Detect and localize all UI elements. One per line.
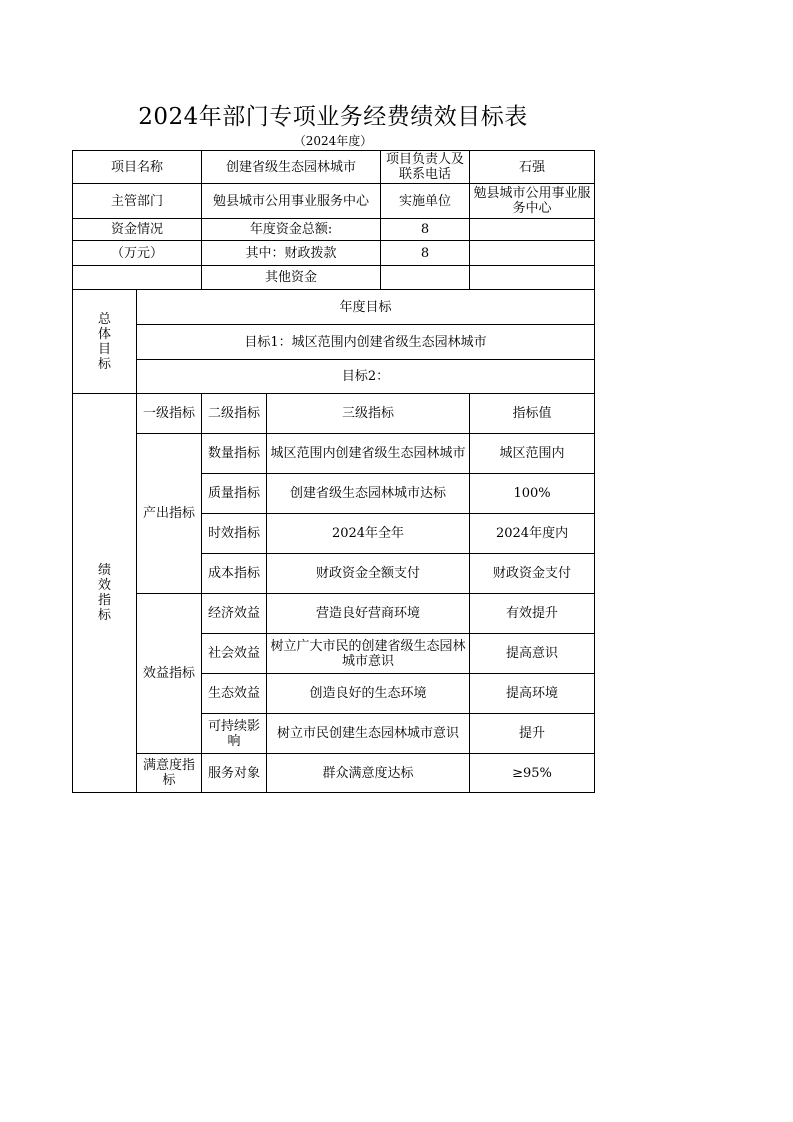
fund-total-row (73, 219, 595, 241)
page-title: 2024年部门专项业务经费绩效目标表 (138, 104, 528, 130)
level3-cell: 创造良好的生态环境 (267, 674, 470, 714)
overall-goal-label: 总 体 目 标 (73, 290, 137, 394)
level2-cell: 经济效益 (202, 594, 267, 634)
value-cell: 100% (470, 474, 595, 514)
fund-finance-row (73, 241, 595, 266)
goal1-row (73, 325, 595, 360)
level2-cell: 时效指标 (202, 514, 267, 554)
level2-cell: 社会效益 (202, 634, 267, 674)
impl-value: 勉县城市公用事业服务中心 (470, 184, 595, 219)
overall-goal-header-row (73, 290, 595, 325)
dept-label: 主管部门 (73, 184, 202, 219)
level3-cell: 财政资金全额支付 (267, 554, 470, 594)
level2-cell: 生态效益 (202, 674, 267, 714)
level3-cell: 树立市民创建生态园林城市意识 (267, 714, 470, 754)
fund-unit-label: （万元） (73, 241, 202, 266)
goal2-row (73, 360, 595, 394)
fund-total-label: 年度资金总额: (202, 219, 381, 241)
fund-label: 资金情况 (73, 219, 202, 241)
perf-indicator-label: 绩 效 指 标 (73, 394, 137, 793)
contact-label: 项目负责人及联系电话 (381, 151, 470, 184)
department-row (73, 184, 595, 219)
fund-other-value (381, 266, 470, 290)
dept-value: 勉县城市公用事业服务中心 (202, 184, 381, 219)
level3-cell: 城区范围内创建省级生态园林城市 (267, 434, 470, 474)
value-header: 指标值 (470, 394, 595, 434)
level2-cell: 服务对象 (202, 754, 267, 793)
level2-cell: 数量指标 (202, 434, 267, 474)
level3-header: 三级指标 (267, 394, 470, 434)
project-name-value: 创建省级生态园林城市 (202, 151, 381, 184)
fund-other-row (73, 266, 595, 290)
level1-header: 一级指标 (137, 394, 202, 434)
level2-header: 二级指标 (202, 394, 267, 434)
goal2-text: 目标2： (137, 360, 595, 394)
fund-other-spacer (73, 266, 202, 290)
contact-value: 石强 (470, 151, 595, 184)
fund-other-label: 其他资金 (202, 266, 381, 290)
perf-header-row (73, 394, 595, 434)
fund-finance-blank (470, 241, 595, 266)
table-row (73, 754, 595, 793)
level2-cell: 成本指标 (202, 554, 267, 594)
level3-cell: 营造良好营商环境 (267, 594, 470, 634)
fund-finance-label: 其中：财政拨款 (202, 241, 381, 266)
output-indicator-label: 产出指标 (137, 434, 202, 594)
value-cell: 财政资金支付 (470, 554, 595, 594)
table-row (73, 594, 595, 634)
fund-other-blank (470, 266, 595, 290)
level2-cell: 可持续影响 (202, 714, 267, 754)
satisfaction-indicator-label: 满意度指标 (137, 754, 202, 793)
benefit-indicator-label: 效益指标 (137, 594, 202, 754)
project-name-row (73, 151, 595, 184)
value-cell: 2024年度内 (470, 514, 595, 554)
fund-total-value: 8 (381, 219, 470, 241)
value-cell: 提高意识 (470, 634, 595, 674)
project-name-label: 项目名称 (73, 151, 202, 184)
level3-cell: 创建省级生态园林城市达标 (267, 474, 470, 514)
page-subtitle: （2024年度） (293, 134, 373, 148)
fund-total-blank (470, 219, 595, 241)
value-cell: 有效提升 (470, 594, 595, 634)
fund-finance-value: 8 (381, 241, 470, 266)
level3-cell: 群众满意度达标 (267, 754, 470, 793)
impl-label: 实施单位 (381, 184, 470, 219)
value-cell: ≥95% (470, 754, 595, 793)
level3-cell: 树立广大市民的创建省级生态园林城市意识 (267, 634, 470, 674)
performance-target-table (72, 150, 595, 793)
level3-cell: 2024年全年 (267, 514, 470, 554)
annual-goal-header: 年度目标 (137, 290, 595, 325)
goal1-text: 目标1：城区范围内创建省级生态园林城市 (137, 325, 595, 360)
value-cell: 提升 (470, 714, 595, 754)
level2-cell: 质量指标 (202, 474, 267, 514)
table-row (73, 434, 595, 474)
value-cell: 提高环境 (470, 674, 595, 714)
value-cell: 城区范围内 (470, 434, 595, 474)
